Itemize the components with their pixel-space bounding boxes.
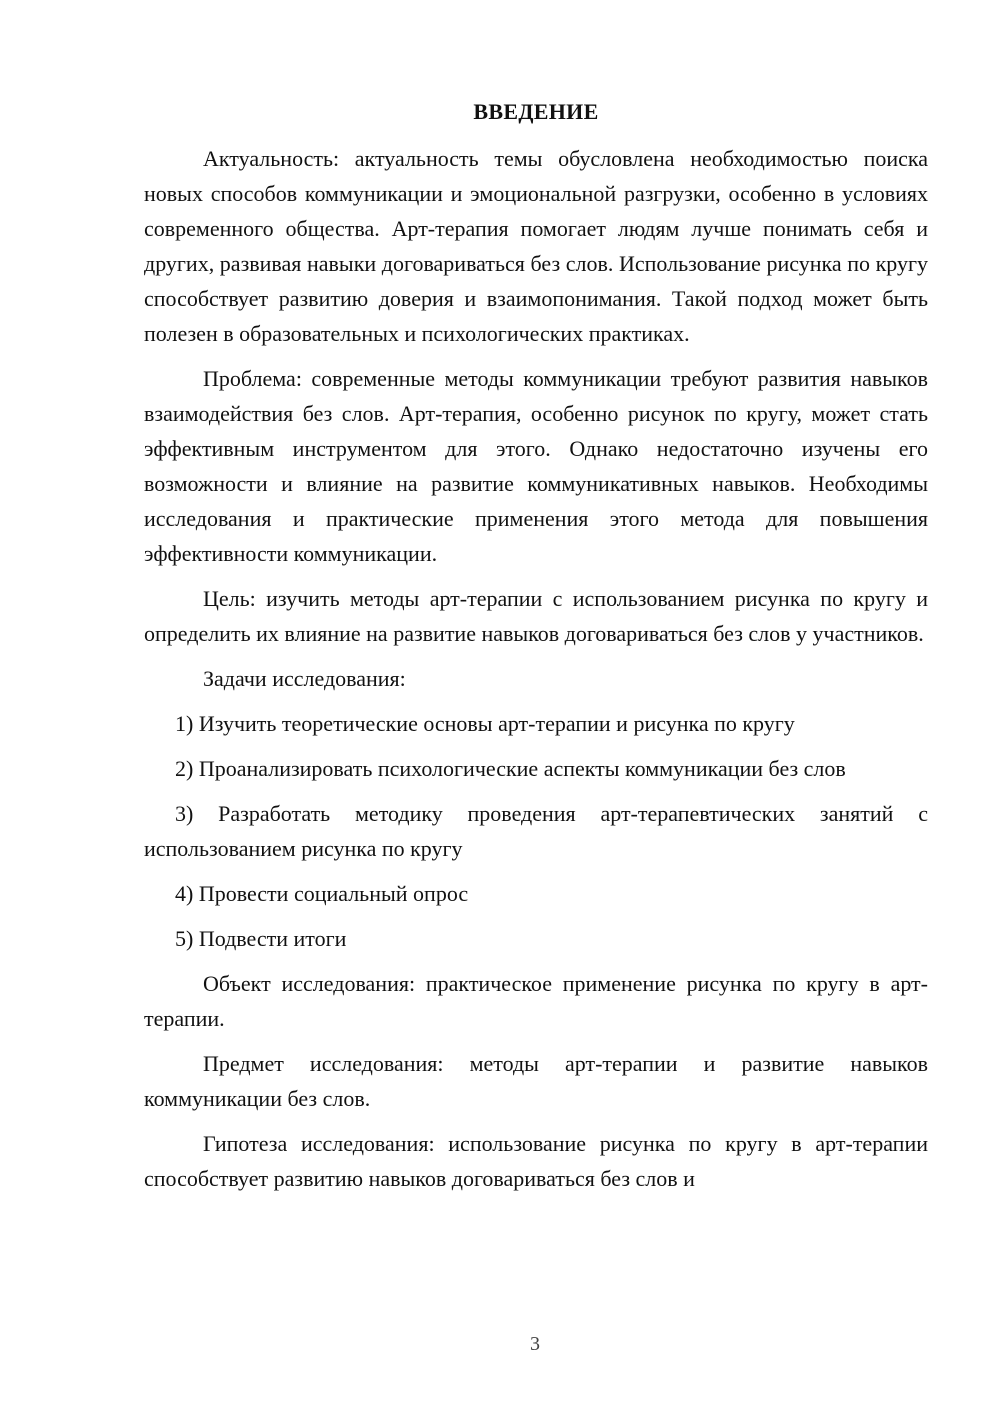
- tasks-title: Задачи исследования:: [203, 666, 406, 691]
- page-number: 3: [530, 1333, 540, 1355]
- task-item-5: 5) Подвести итоги: [175, 926, 347, 951]
- task-item-4: 4) Провести социальный опрос: [175, 881, 469, 906]
- paragraph-goal: Цель: изучить методы арт-терапии с использованием рисунка по кругу и определить их влияние на развитие навыков договариваться без слов у участников.: [144, 586, 928, 646]
- paragraph-relevance: Актуальность: актуальность темы обусловлена необходимостью поиска новых способов коммуникации и эмоциональной разгрузки, особенно в условиях современного общества. Арт-терапия помогает людям лучше понимать себя и других, развивая навыки договариваться без слов. Использование рисунка по кругу способствует развитию доверия и взаимопонимания. Такой подход может быть полезен в образовательных и психологических практиках.: [144, 146, 928, 346]
- section-heading: ВВЕДЕНИЕ: [473, 99, 599, 124]
- paragraph-hypothesis: Гипотеза исследования: использование рисунка по кругу в арт-терапии способствует развитию навыков договариваться без слов и: [144, 1131, 928, 1191]
- task-item-3: 3) Разработать методику проведения арт-терапевтических занятий с использованием рисунка по кругу: [144, 801, 928, 861]
- paragraph-problem: Проблема: современные методы коммуникации требуют развития навыков взаимодействия без слов. Арт-терапия, особенно рисунок по кругу, может стать эффективным инструментом для этого. Однако недостаточно изучены его возможности и влияние на развитие коммуникативных навыков. Необходимы исследования и практические применения этого метода для повышения эффективности коммуникации.: [144, 366, 928, 566]
- paragraph-subject: Предмет исследования: методы арт-терапии и развитие навыков коммуникации без слов.: [144, 1051, 928, 1111]
- paragraph-object: Объект исследования: практическое применение рисунка по кругу в арт-терапии.: [144, 971, 928, 1031]
- document-page: [144, 94, 928, 1206]
- task-item-2: 2) Проанализировать психологические аспекты коммуникации без слов: [175, 756, 846, 781]
- task-item-1: 1) Изучить теоретические основы арт-терапии и рисунка по кругу: [175, 711, 795, 736]
